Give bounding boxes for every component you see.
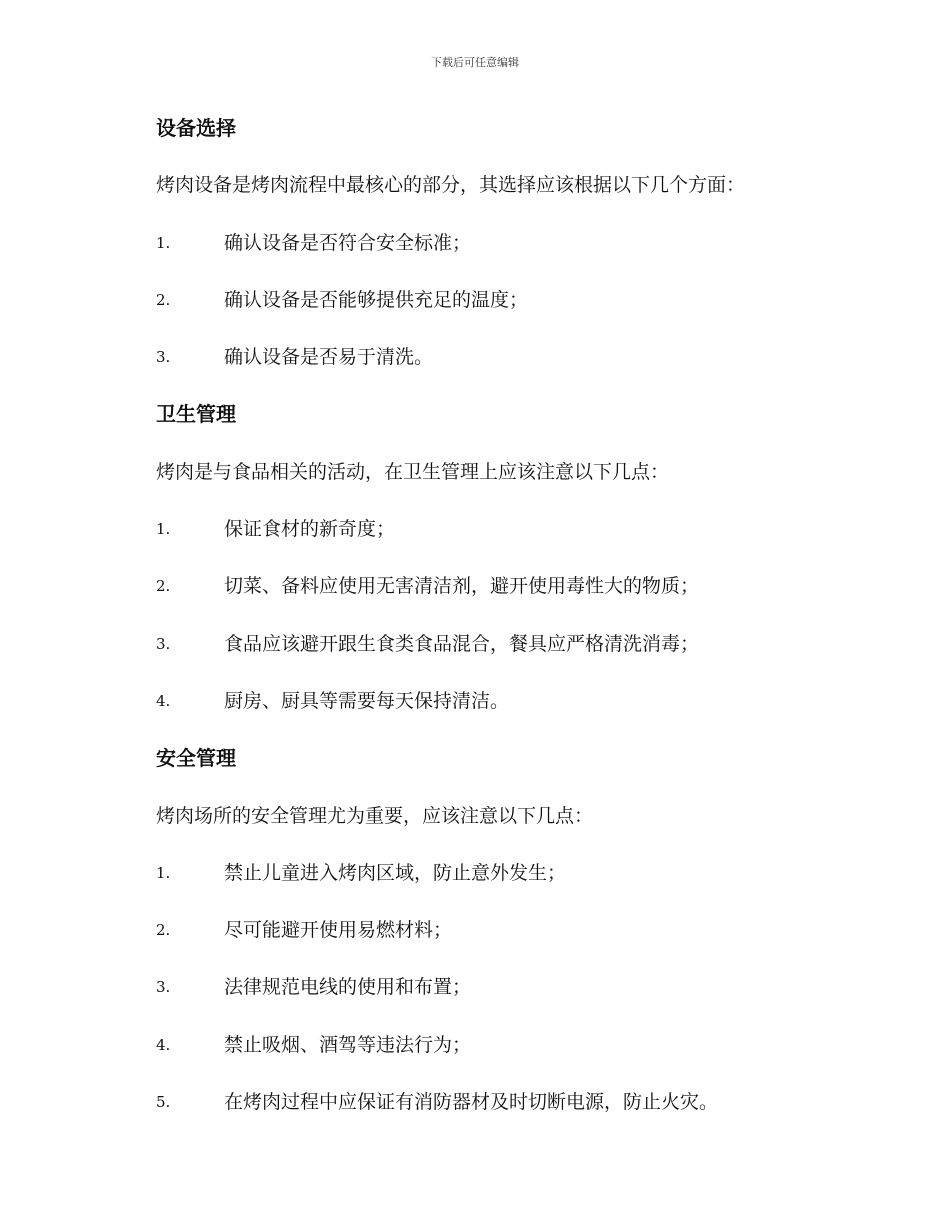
header-note: 下载后可任意编辑: [431, 56, 519, 69]
list-item: [156, 513, 836, 570]
list-item-number: 4.: [156, 1035, 171, 1054]
list-item-number: 1.: [156, 233, 171, 252]
list-item-text: 确认设备是否易于清洗。: [224, 346, 434, 369]
list-item-number: 2.: [156, 577, 171, 596]
section-intro-safety: 烤肉场所的安全管理尤为重要，应该注意以下几点：: [156, 804, 594, 827]
list-item: [156, 971, 836, 1028]
section-intro-hygiene: 烤肉是与食品相关的活动，在卫生管理上应该注意以下几点：: [156, 460, 670, 483]
list-item-number: 1.: [156, 520, 171, 539]
list-item: [156, 1029, 836, 1086]
list-item: [156, 857, 836, 914]
section-heading-hygiene: 卫生管理: [156, 402, 236, 427]
list-item-number: 3.: [156, 634, 171, 653]
list-item: [156, 914, 836, 971]
list-item-number: 2.: [156, 921, 171, 940]
list-item-text: 食品应该避开跟生食类食品混合，餐具应严格清洗消毒；: [224, 632, 700, 655]
section-intro-equipment: 烤肉设备是烤肉流程中最核心的部分，其选择应该根据以下几个方面：: [156, 174, 746, 197]
list-item: [156, 227, 836, 284]
list-item: [156, 1086, 836, 1143]
list-item-text: 确认设备是否符合安全标准；: [224, 231, 472, 254]
list-item-text: 确认设备是否能够提供充足的温度；: [224, 288, 529, 311]
list-item: [156, 685, 836, 742]
list-item-text: 禁止儿童进入烤肉区域，防止意外发生；: [224, 861, 567, 884]
list-item-number: 1.: [156, 863, 171, 882]
section-heading-safety: 安全管理: [156, 746, 236, 771]
list-item-number: 3.: [156, 348, 171, 367]
list-item-text: 保证食材的新奇度；: [224, 518, 396, 541]
list-item-text: 禁止吸烟、酒驾等违法行为；: [224, 1033, 472, 1056]
section-heading-equipment: 设备选择: [156, 116, 236, 140]
list-item-text: 法律规范电线的使用和布置；: [224, 976, 472, 999]
document-body: [156, 112, 836, 1143]
list-item: [156, 341, 836, 398]
list-item-number: 3.: [156, 978, 171, 997]
list-item: [156, 628, 836, 685]
list-item-text: 在烤肉过程中应保证有消防器材及时切断电源，防止火灾。: [224, 1091, 719, 1114]
list-item-number: 2.: [156, 290, 171, 309]
list-item-text: 厨房、厨具等需要每天保持清洁。: [224, 689, 510, 712]
list-item-text: 切菜、备料应使用无害清洁剂，避开使用毒性大的物质；: [224, 575, 700, 598]
list-item-number: 4.: [156, 691, 171, 710]
list-item: [156, 284, 836, 341]
list-item: [156, 570, 836, 627]
list-item-number: 5.: [156, 1093, 171, 1112]
list-item-text: 尽可能避开使用易燃材料；: [224, 919, 453, 942]
